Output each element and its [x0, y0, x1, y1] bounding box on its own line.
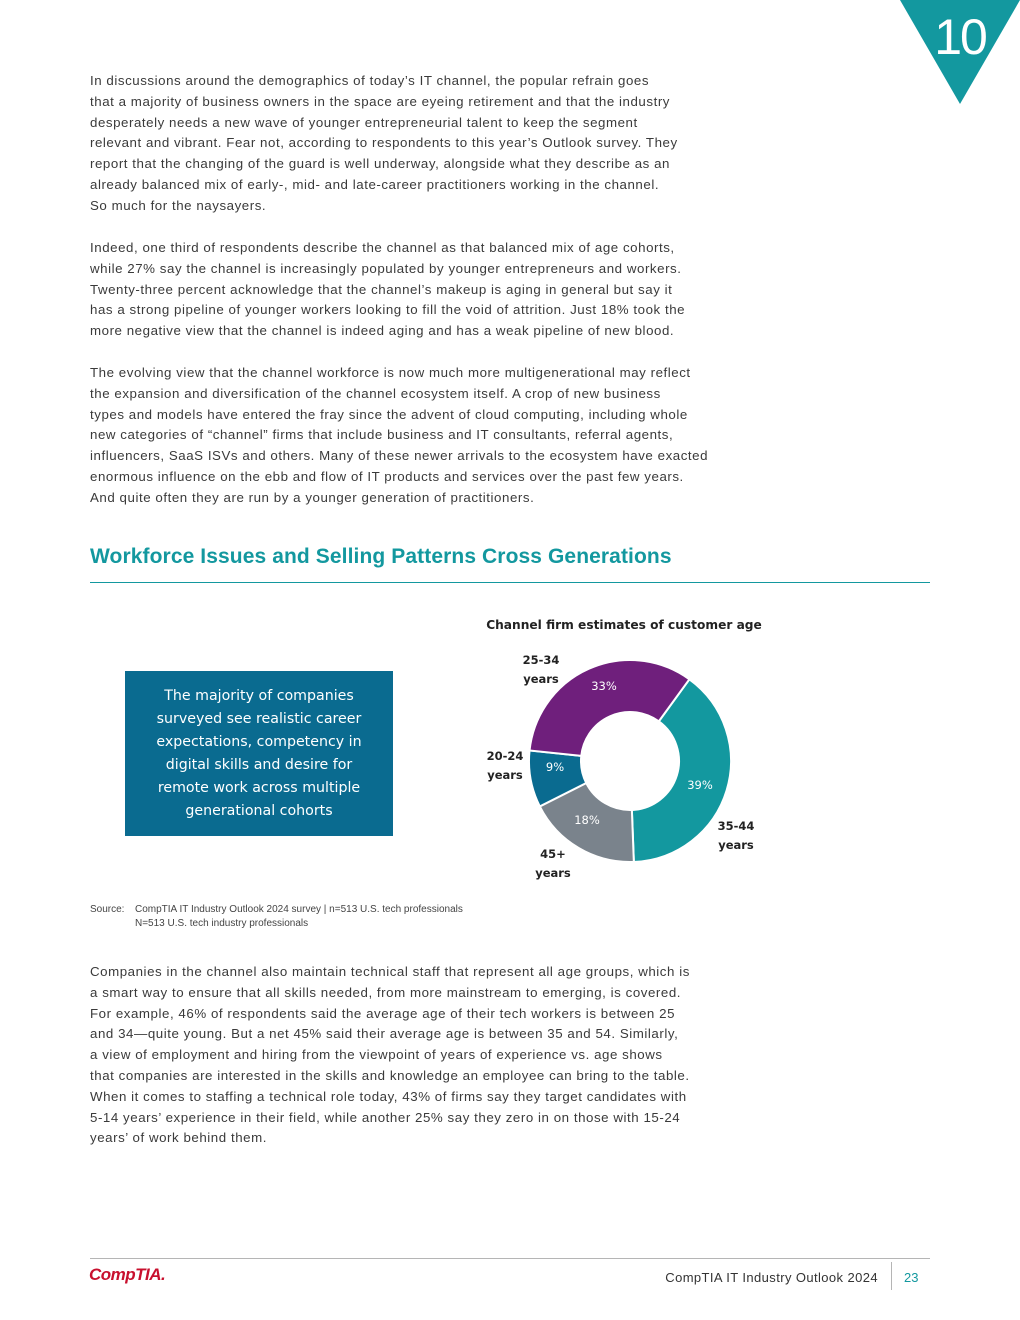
text-line: The evolving view that the channel workforce is now much more multigenerational may reflect [90, 365, 691, 380]
text-line: while 27% say the channel is increasingly populated by younger entrepreneurs and workers. [90, 260, 682, 276]
slice-category-label [523, 653, 560, 686]
text-line: surveyed see realistic career [156, 710, 362, 727]
text-line: generational cohorts [185, 802, 333, 819]
text-line: Companies in the channel also maintain technical staff that represent all age groups, which is [90, 964, 690, 979]
text-line: the expansion and diversification of the channel ecosystem itself. A crop of new business [90, 385, 661, 401]
text-line: already balanced mix of early-, mid- and late-career practitioners working in the channel. [90, 176, 660, 192]
text-line: digital skills and desire for [165, 756, 353, 773]
footer-separator [891, 1262, 892, 1290]
text-line: has a strong pipeline of younger workers looking to fill the void of attrition. Just 18% took the [90, 302, 686, 318]
slice-value-label: 39% [687, 778, 713, 792]
text-line: And quite often they are run by a younger generation of practitioners. [90, 489, 535, 505]
comptia-logo: CompTIA. [89, 1265, 166, 1284]
source-line-2: N=513 U.S. tech industry professionals [135, 918, 309, 929]
text-line: Indeed, one third of respondents describe the channel as that balanced mix of age cohorts, [90, 240, 675, 255]
footer-publication-title: CompTIA IT Industry Outlook 2024 [665, 1270, 878, 1285]
slice-category-label [535, 847, 571, 880]
section-divider [90, 582, 930, 583]
donut-chart [470, 640, 770, 890]
text-line: enormous influence on the ebb and flow of IT products and services over the past few years. [90, 468, 684, 484]
text-line: a view of employment and hiring from the viewpoint of years of experience vs. age shows [90, 1047, 663, 1063]
text-line: and 34—quite young. But a net 45% said their average age is between 35 and 54. Similarly, [90, 1026, 679, 1042]
slice-category-label [718, 819, 755, 852]
section-title: Workforce Issues and Selling Patterns Cross Generations [90, 545, 672, 568]
intro-paragraph [90, 71, 790, 217]
text-line: In discussions around the demographics of today’s IT channel, the popular refrain goes [90, 73, 650, 88]
footer-divider [90, 1258, 930, 1259]
text-line: 5-14 years’ experience in their field, while another 25% say they zero in on those with 15-24 [90, 1109, 681, 1125]
text-line: Twenty-three percent acknowledge that the channel’s makeup is aging in general but say it [90, 281, 673, 297]
callout-text [156, 685, 361, 823]
page-number: 23 [904, 1270, 919, 1285]
chart-title: Channel firm estimates of customer age [486, 618, 762, 632]
callout-box [125, 671, 393, 836]
source-label: Source: [90, 904, 125, 915]
slice-category-label [487, 749, 524, 782]
text-line: years’ of work behind them. [90, 1130, 267, 1146]
slice-category-label-line: 20-24 [486, 749, 524, 763]
cohorts-paragraph [90, 238, 790, 342]
tech-staff-paragraph [90, 962, 790, 1149]
chapter-badge [900, 0, 1020, 104]
text-line: For example, 46% of respondents said the average age of their tech workers is between 25 [90, 1005, 676, 1021]
text-line: new categories of “channel” firms that include business and IT consultants, referral agents, [90, 427, 674, 443]
text-line: So much for the naysayers. [90, 197, 267, 213]
text-line: relevant and vibrant. Fear not, according to respondents to this year’s Outlook survey. They [90, 135, 678, 151]
text-line: that companies are interested in the skills and knowledge an employee can bring to the table. [90, 1067, 690, 1083]
slice-category-label-line: 25-34 [522, 653, 560, 667]
source-line-1: CompTIA IT Industry Outlook 2024 survey | n=513 U.S. tech professionals [135, 904, 463, 915]
ecosystem-paragraph [90, 363, 790, 509]
text-line: a smart way to ensure that all skills needed, from more mainstream to emerging, is covered. [90, 984, 682, 1000]
slice-value-label: 9% [545, 760, 565, 774]
slice-category-label-line: years [718, 838, 754, 852]
text-line: that a majority of business owners in the space are eyeing retirement and that the industry [90, 93, 670, 109]
text-line: types and models have entered the fray since the advent of cloud computing, including whole [90, 406, 688, 422]
text-line: The majority of companies [164, 687, 354, 704]
slice-value-label: 33% [591, 679, 617, 693]
slice-category-label-line: 45+ [540, 847, 566, 861]
slice-category-label-line: 35-44 [717, 819, 755, 833]
text-line: report that the changing of the guard is well underway, alongside what they describe as an [90, 156, 670, 172]
slice-category-label-line: years [487, 768, 523, 782]
slice-value-label: 18% [574, 813, 600, 827]
slice-category-label-line: years [535, 866, 571, 880]
chapter-number: 10 [934, 9, 986, 65]
text-line: influencers, SaaS ISVs and others. Many of these newer arrivals to the ecosystem have exacted [90, 448, 709, 464]
slice-category-label-line: years [523, 672, 559, 686]
text-line: When it comes to staffing a technical role today, 43% of firms say they target candidates with [90, 1088, 687, 1104]
text-line: desperately needs a new wave of younger entrepreneurial talent to keep the segment [90, 114, 638, 130]
text-line: expectations, competency in [156, 733, 362, 750]
text-line: remote work across multiple [157, 779, 361, 796]
text-line: more negative view that the channel is indeed aging and has a weak pipeline of new blood. [90, 323, 675, 339]
